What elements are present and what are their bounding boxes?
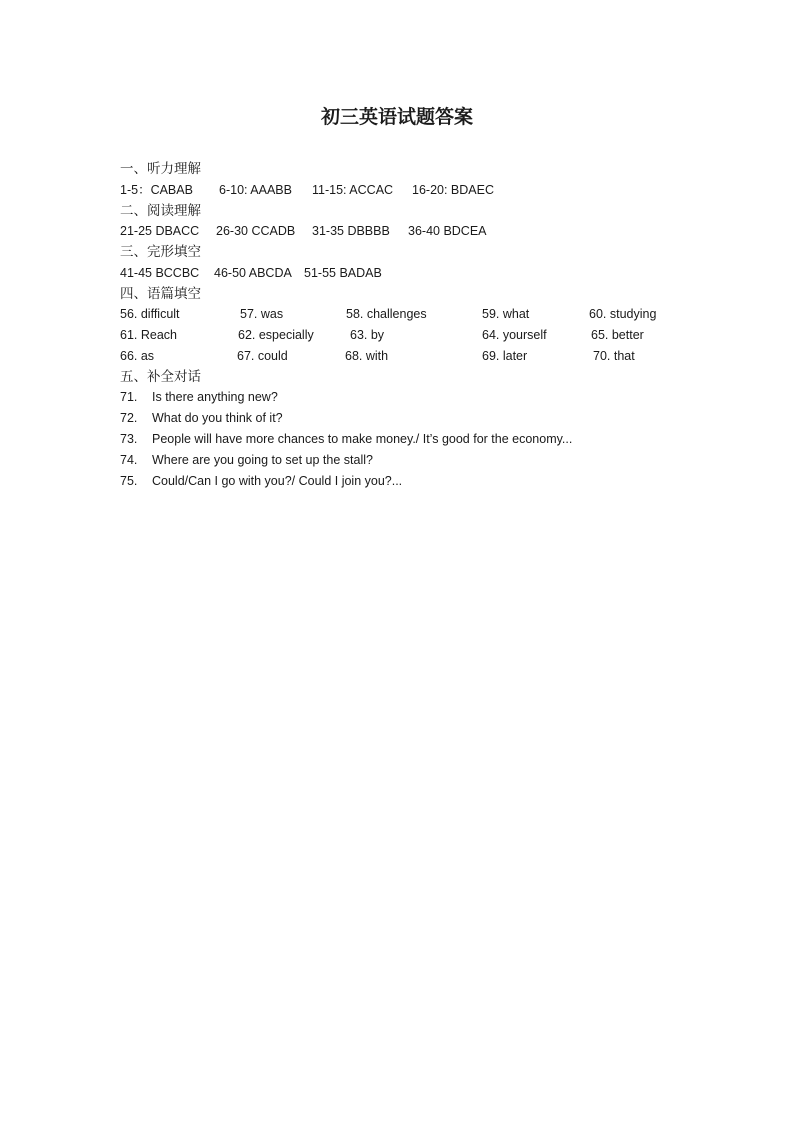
section-heading-listening: 一、听力理解 <box>120 161 201 177</box>
fill-answer: 60. studying <box>589 307 657 321</box>
answer-row-reading <box>120 222 680 240</box>
fill-answer: 61. Reach <box>120 328 177 342</box>
answer-row-listening <box>120 181 680 199</box>
answer-group: 51-55 BADAB <box>304 266 382 280</box>
answer-group: 6-10: AAABB <box>219 183 292 197</box>
dialogue-answer <box>120 451 680 469</box>
answer-text: What do you think of it? <box>152 411 283 425</box>
answer-group: 16-20: BDAEC <box>412 183 494 197</box>
answer-group: 26-30 CCADB <box>216 224 296 238</box>
answer-group: 36-40 BDCEA <box>408 224 487 238</box>
question-number: 74. <box>120 453 138 467</box>
section-heading-dialogue: 五、补全对话 <box>120 369 201 385</box>
answer-group: 31-35 DBBBB <box>312 224 390 238</box>
fill-answer: 70. that <box>593 349 635 363</box>
dialogue-answer <box>120 409 680 427</box>
fill-answer: 69. later <box>482 349 528 363</box>
fill-answer: 68. with <box>345 349 389 363</box>
answer-text: Could/Can I go with you?/ Could I join you?... <box>152 474 403 488</box>
section-heading-cloze: 三、完形填空 <box>120 244 201 260</box>
answer-row-passage-3 <box>120 347 680 365</box>
fill-answer: 57. was <box>240 307 284 321</box>
dialogue-answer <box>120 472 680 490</box>
fill-answer: 66. as <box>120 349 155 363</box>
answer-group: 21-25 DBACC <box>120 224 200 238</box>
answer-text: Where are you going to set up the stall? <box>152 453 373 467</box>
answer-group: 46-50 ABCDA <box>214 266 292 280</box>
section-heading-passage-fill: 四、语篇填空 <box>120 286 201 302</box>
dialogue-answer <box>120 388 680 406</box>
dialogue-answer <box>120 430 680 448</box>
fill-answer: 58. challenges <box>346 307 427 321</box>
fill-answer: 59. what <box>482 307 530 321</box>
fill-answer: 64. yourself <box>482 328 547 342</box>
question-number: 71. <box>120 390 138 404</box>
answer-group: 41-45 BCCBC <box>120 266 200 280</box>
question-number: 73. <box>120 432 138 446</box>
fill-answer: 67. could <box>237 349 288 363</box>
answer-row-cloze <box>120 264 680 282</box>
fill-answer: 56. difficult <box>120 307 180 321</box>
answer-group: 1-5：CABAB <box>120 183 193 197</box>
question-number: 75. <box>120 474 138 488</box>
answer-text: Is there anything new? <box>152 390 278 404</box>
answer-row-passage-1 <box>120 305 680 323</box>
question-number: 72. <box>120 411 138 425</box>
answer-group: 11-15: ACCAC <box>312 183 394 197</box>
fill-answer: 65. better <box>591 328 644 342</box>
answer-text: People will have more chances to make money./ It’s good for the economy... <box>152 432 573 446</box>
page-title: 初三英语试题答案 <box>320 106 473 128</box>
fill-answer: 62. especially <box>238 328 314 342</box>
answer-row-passage-2 <box>120 326 680 344</box>
fill-answer: 63. by <box>350 328 385 342</box>
section-heading-reading: 二、阅读理解 <box>120 203 201 219</box>
